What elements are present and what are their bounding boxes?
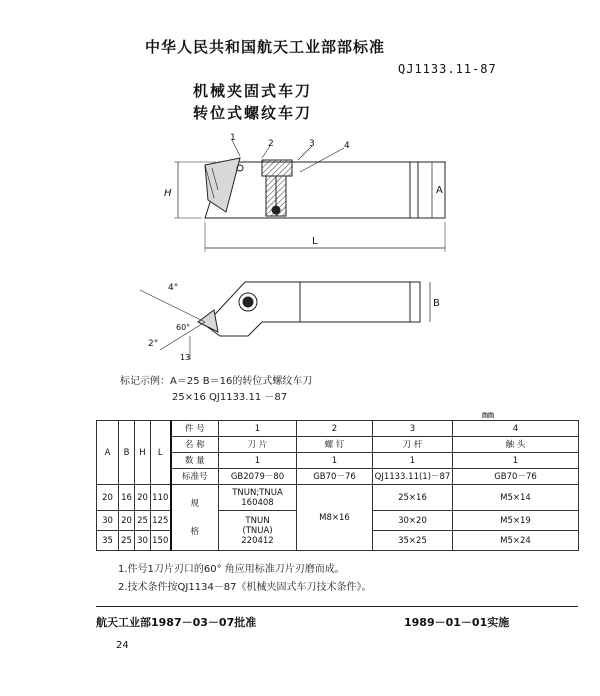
col-header-h: H — [135, 421, 151, 485]
part-name-2: 螺 钉 — [297, 437, 373, 453]
dim-h-label: H — [164, 188, 172, 199]
row3-b: 25 — [119, 531, 135, 551]
org-title: 中华人民共和国航天工业部部标准 — [145, 38, 386, 56]
callout-1: 1 — [230, 133, 236, 143]
title-line-1: 机械夹固式车刀 — [193, 82, 313, 100]
note-2: 2.技术条件按QJ1134－87《机械夹固式车刀技术条件》。 — [118, 582, 372, 593]
row1-rod: 25×16 — [373, 485, 453, 511]
row1-a: 20 — [97, 485, 119, 511]
callout-4: 4 — [344, 141, 350, 151]
row-label-part-no: 件 号 — [171, 421, 219, 437]
row1-h: 20 — [135, 485, 151, 511]
part-no-1: 1 — [219, 421, 297, 437]
row2-h: 25 — [135, 511, 151, 531]
top-view — [140, 282, 430, 360]
col-header-a: A — [97, 421, 119, 485]
row2-l: 125 — [151, 511, 171, 531]
standard-number: QJ1133.11-87 — [398, 62, 497, 76]
col-header-b: B — [119, 421, 135, 485]
quantity-2: 1 — [297, 453, 373, 469]
title-line-2: 转位式螺纹车刀 — [193, 104, 313, 122]
row-label-quantity: 数 量 — [171, 453, 219, 469]
spec-label-gui: 规 — [190, 498, 199, 509]
page-number: 24 — [116, 640, 129, 651]
footer-rule — [96, 606, 578, 607]
part-no-2: 2 — [297, 421, 373, 437]
row2-a: 30 — [97, 511, 119, 531]
row3-rod: 35×25 — [373, 531, 453, 551]
row2-head: M5×19 — [453, 511, 579, 531]
std-no-1: GB2079－80 — [219, 469, 297, 485]
dim-b-label: B — [433, 298, 440, 309]
col-header-l: L — [151, 421, 171, 485]
marking-example-line2: 25×16 QJ1133.11 －87 — [172, 392, 288, 403]
row3-head: M5×24 — [453, 531, 579, 551]
insert-spec-1 — [219, 485, 297, 511]
row1-head: M5×14 — [453, 485, 579, 511]
angle-4-label: 4° — [168, 283, 179, 293]
quantity-4: 1 — [453, 453, 579, 469]
std-no-4: GB70－76 — [453, 469, 579, 485]
std-no-2: GB70－76 — [297, 469, 373, 485]
insert-spec-2c: 220412 — [241, 535, 274, 546]
part-name-1: 刀 片 — [219, 437, 297, 453]
insert-spec-1a: TNUN;TNUA — [232, 487, 283, 498]
unit-label: mm — [482, 410, 495, 421]
spec-table — [96, 420, 579, 551]
row1-l: 110 — [151, 485, 171, 511]
angle-2-label: 2° — [148, 339, 159, 349]
row2-rod: 30×20 — [373, 511, 453, 531]
quantity-1: 1 — [219, 453, 297, 469]
insert-spec-2a: TNUN — [245, 515, 270, 526]
row-label-name: 名 称 — [171, 437, 219, 453]
effective-date: 1989－01－01实施 — [404, 616, 510, 629]
dim-l-label: L — [312, 236, 318, 247]
insert-spec-2 — [219, 511, 297, 551]
row2-b: 20 — [119, 511, 135, 531]
note-1: 1.件号1刀片刃口的60° 角应用标准刀片刃磨而成。 — [118, 564, 345, 575]
quantity-3: 1 — [373, 453, 453, 469]
row3-l: 150 — [151, 531, 171, 551]
screw-spec: M8×16 — [297, 485, 373, 551]
row3-h: 30 — [135, 531, 151, 551]
front-view — [174, 140, 446, 252]
dim-13-label: 13 — [180, 353, 191, 362]
dim-a-label: A — [436, 185, 443, 196]
part-name-4: 触 头 — [453, 437, 579, 453]
angle-60-label: 60° — [176, 323, 191, 332]
row3-a: 35 — [97, 531, 119, 551]
callout-2: 2 — [268, 139, 274, 149]
part-no-4: 4 — [453, 421, 579, 437]
std-no-3: QJ1133.11(1)－87 — [373, 469, 453, 485]
part-no-3: 3 — [373, 421, 453, 437]
row-label-std-no: 标准号 — [171, 469, 219, 485]
row1-b: 16 — [119, 485, 135, 511]
insert-spec-2b: (TNUA) — [242, 525, 273, 536]
marking-example-line1: 标记示例：A＝25 B＝16的转位式螺纹车刀 — [120, 376, 313, 387]
callout-3: 3 — [309, 139, 315, 149]
spec-label-ge: 格 — [190, 526, 199, 537]
part-name-3: 刀 杆 — [373, 437, 453, 453]
approval-date: 航天工业部1987－03－07批准 — [96, 616, 257, 629]
spec-label-cell — [171, 485, 219, 551]
insert-spec-1b: 160408 — [241, 497, 274, 508]
